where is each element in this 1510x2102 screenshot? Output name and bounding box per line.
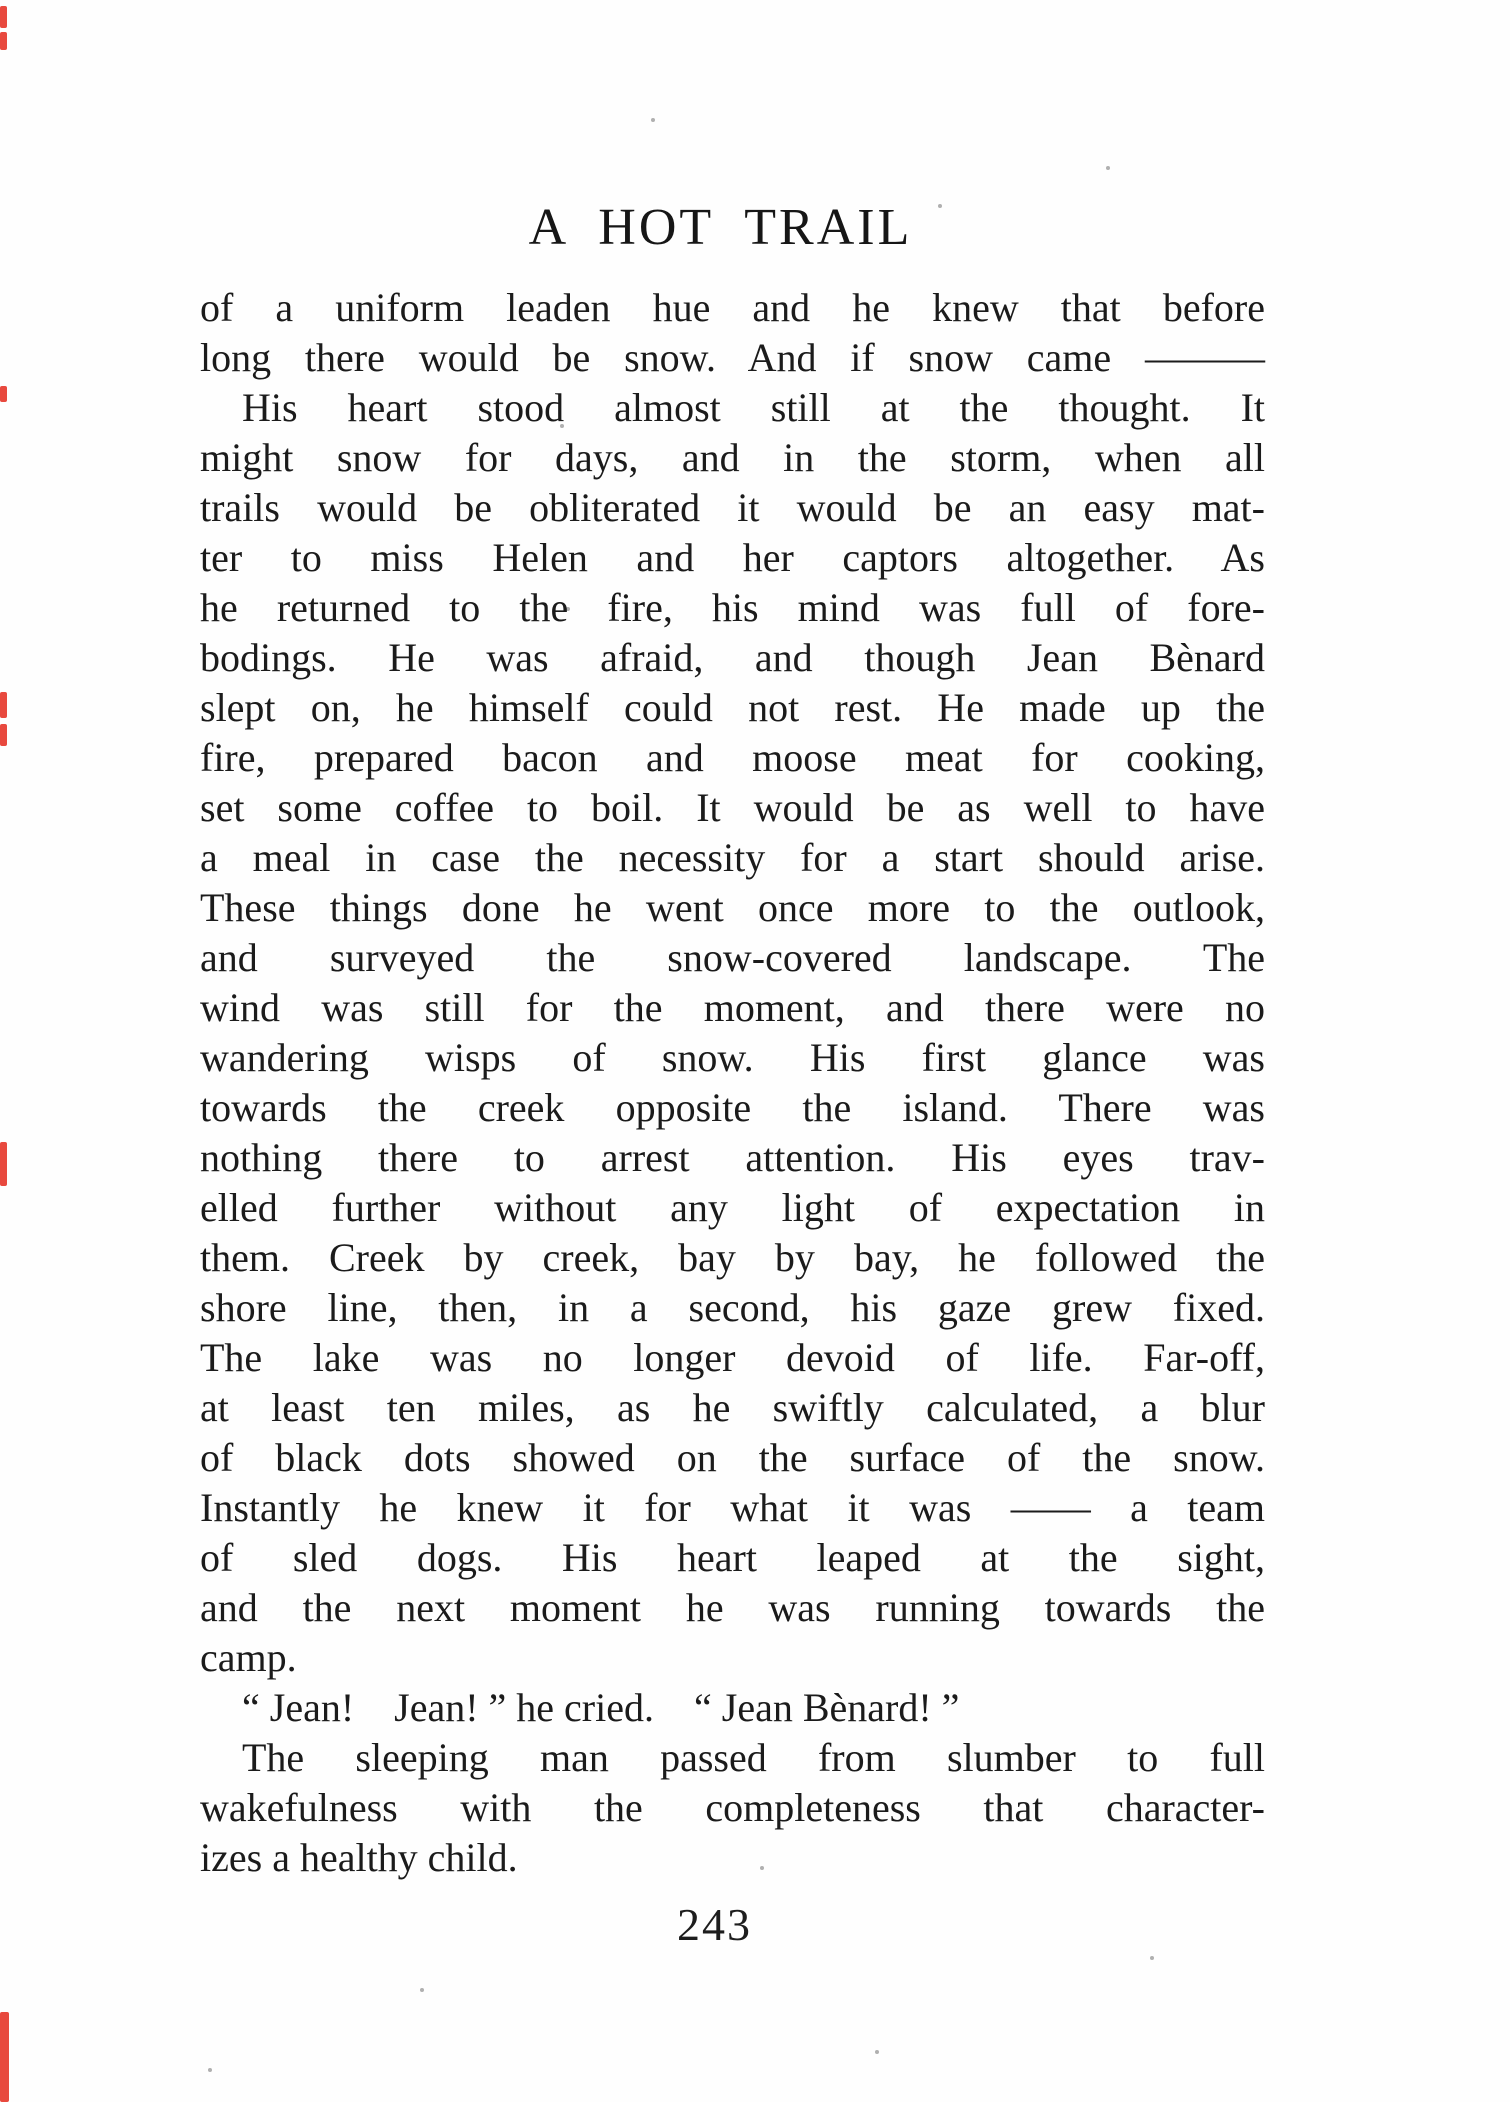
text-line: His heart stood almost still at the thought. It [242, 385, 1265, 430]
text-line: trails would be obliterated it would be an easy mat- [200, 485, 1265, 530]
scan-edge-mark [0, 386, 7, 402]
text-line: Instantly he knew it for what it was —— a team [200, 1485, 1265, 1530]
text-line: wakefulness with the completeness that character- [200, 1785, 1265, 1830]
text-line: set some coffee to boil. It would be as well to have [200, 785, 1265, 830]
text-line: slept on, he himself could not rest. He made up the [200, 685, 1265, 730]
paragraph [200, 1733, 1265, 1883]
text-line: a meal in case the necessity for a start should arise. [200, 835, 1265, 880]
scan-speck [1106, 166, 1110, 170]
text-line: izes a healthy child. [200, 1835, 518, 1880]
text-line: These things done he went once more to the outlook, [200, 885, 1265, 930]
text-line: of black dots showed on the surface of the snow. [200, 1435, 1265, 1480]
scan-speck [1150, 1956, 1154, 1960]
scan-edge-mark [0, 692, 7, 718]
text-line: fire, prepared bacon and moose meat for cooking, [200, 735, 1265, 780]
scan-edge-mark [0, 724, 7, 746]
page-title: A HOT TRAIL [528, 199, 913, 256]
text-line: of a uniform leaden hue and he knew that before [200, 285, 1265, 330]
text-line: of sled dogs. His heart leaped at the sight, [200, 1535, 1265, 1580]
text-line: might snow for days, and in the storm, when all [200, 435, 1265, 480]
scan-edge-mark [0, 6, 7, 28]
text-line: camp. [200, 1635, 297, 1680]
text-line: he returned to the fire, his mind was full of fore- [200, 585, 1265, 630]
paragraph [200, 1683, 1265, 1733]
text-line: and the next moment he was running towards the [200, 1585, 1265, 1630]
page-number: 243 [677, 1899, 752, 1950]
text-line: and surveyed the snow-covered landscape. The [200, 935, 1265, 980]
scan-speck [208, 2068, 212, 2072]
text-line: towards the creek opposite the island. There was [200, 1085, 1265, 1130]
text-line: them. Creek by creek, bay by bay, he followed the [200, 1235, 1265, 1280]
scan-speck [651, 118, 655, 122]
text-line: shore line, then, in a second, his gaze grew fixed. [200, 1285, 1265, 1330]
text-line: long there would be snow. And if snow came ——— [200, 335, 1265, 380]
text-line: wind was still for the moment, and there were no [200, 985, 1265, 1030]
scan-edge-mark [0, 32, 7, 50]
text-line: wandering wisps of snow. His first glance was [200, 1035, 1265, 1080]
text-line: The lake was no longer devoid of life. Far-off, [200, 1335, 1265, 1380]
text-line: nothing there to arrest attention. His eyes trav- [200, 1135, 1265, 1180]
text-line: ter to miss Helen and her captors altogether. As [200, 535, 1265, 580]
scan-speck [875, 2050, 879, 2054]
paragraph [200, 283, 1265, 383]
text-line: The sleeping man passed from slumber to full [242, 1735, 1265, 1780]
text-line: elled further without any light of expectation in [200, 1185, 1265, 1230]
paragraph [200, 383, 1265, 1683]
text-line: “ Jean! Jean! ” he cried. “ Jean Bènard! ” [242, 1685, 960, 1730]
body-text [200, 283, 1265, 1883]
scan-edge-mark [0, 2012, 9, 2102]
scan-speck [420, 1988, 424, 1992]
text-line: bodings. He was afraid, and though Jean Bènard [200, 635, 1265, 680]
text-line: at least ten miles, as he swiftly calculated, a blur [200, 1385, 1265, 1430]
scan-edge-mark [0, 1142, 7, 1186]
